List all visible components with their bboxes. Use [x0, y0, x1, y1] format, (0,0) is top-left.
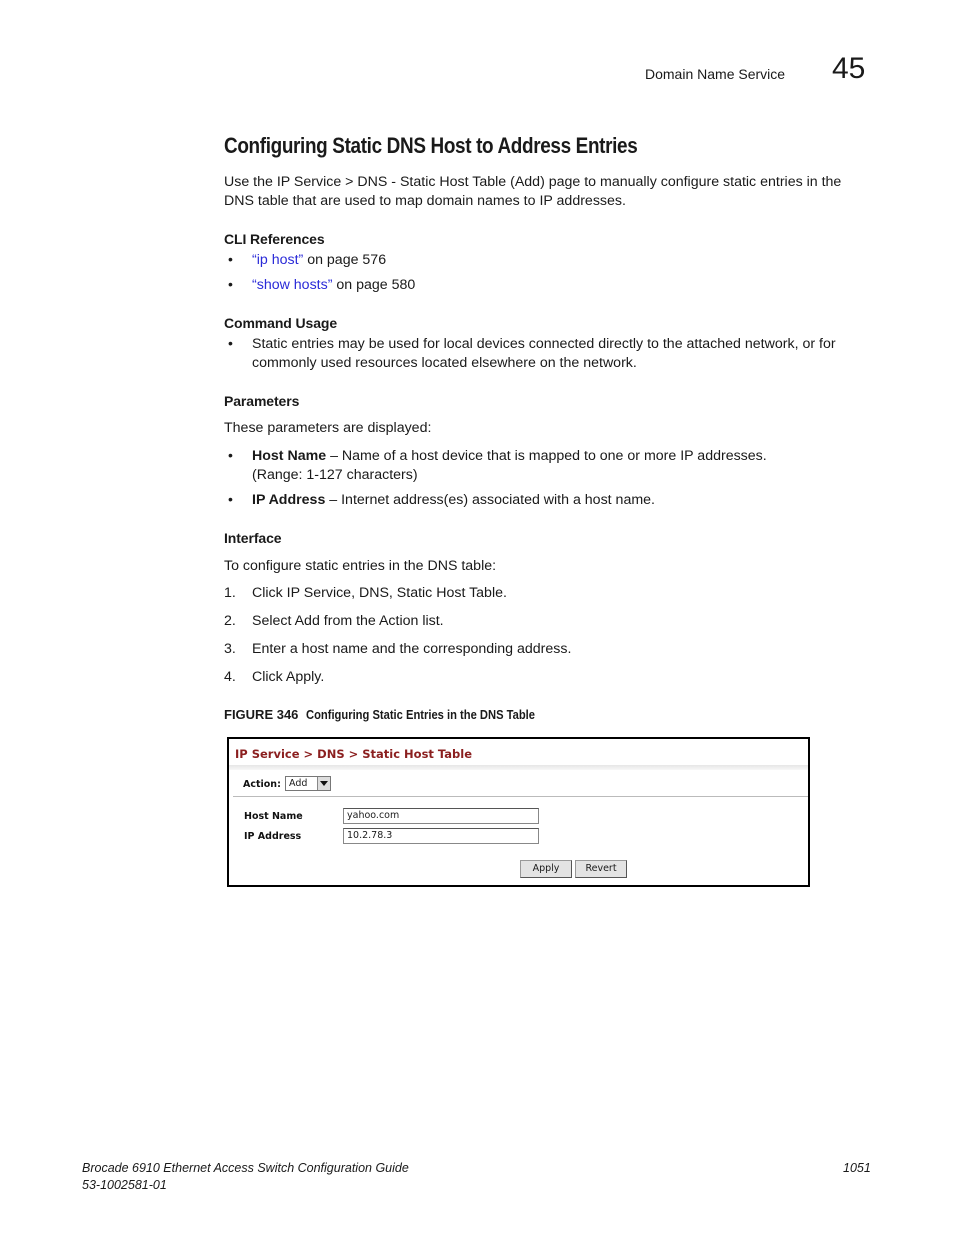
- action-select[interactable]: [285, 776, 331, 791]
- cli-link-ip-host[interactable]: “ip host”: [252, 252, 304, 268]
- bullet-marker: •: [228, 276, 233, 292]
- bullet-marker: •: [228, 491, 233, 507]
- bullet-marker: •: [228, 251, 233, 267]
- parameters-heading: Parameters: [224, 393, 300, 409]
- action-label: Action:: [243, 779, 281, 790]
- form-divider: [233, 796, 808, 797]
- usage-item: Static entries may be used for local devices connected directly to the attached network, or for commonly used resources located elsewhere on the network.: [252, 336, 836, 371]
- figure-title: Configuring Static Entries in the DNS Table: [306, 707, 536, 722]
- parameters-lead: These parameters are displayed:: [224, 420, 432, 436]
- host-name-input[interactable]: yahoo.com: [343, 808, 539, 824]
- header-divider: [229, 765, 808, 770]
- figure-screenshot: [227, 737, 810, 887]
- step-text: Select Add from the Action list.: [252, 613, 444, 629]
- host-name-label: Host Name: [244, 811, 303, 822]
- chevron-down-icon[interactable]: [317, 777, 330, 790]
- chapter-number: 45: [832, 52, 866, 85]
- revert-button[interactable]: Revert: [575, 860, 627, 878]
- cli-reference-item: [252, 251, 872, 270]
- footer-title: Brocade 6910 Ethernet Access Switch Configuration Guide: [82, 1161, 409, 1175]
- figure-label: FIGURE 346: [224, 707, 299, 722]
- cli-link-show-hosts[interactable]: “show hosts”: [252, 277, 333, 293]
- step-number: 2.: [224, 613, 236, 629]
- page-number: 1051: [843, 1161, 871, 1175]
- parameter-term: IP Address: [252, 492, 326, 508]
- parameter-range: (Range: 1-127 characters): [252, 467, 418, 483]
- intro-paragraph: Use the IP Service > DNS - Static Host Table (Add) page to manually configure static entries in the DNS table that are used to map domain names to IP addresses.: [224, 174, 842, 209]
- running-header-section: Domain Name Service: [645, 66, 786, 82]
- cli-references-heading: CLI References: [224, 231, 325, 247]
- parameter-desc: – Internet address(es) associated with a host name.: [325, 492, 655, 508]
- step-number: 1.: [224, 585, 236, 601]
- section-title: Configuring Static DNS Host to Address Entries: [224, 133, 638, 158]
- step-text: Click IP Service, DNS, Static Host Table.: [252, 585, 507, 601]
- parameter-item: [252, 447, 872, 485]
- figure-caption: [224, 707, 573, 722]
- step-text: Enter a host name and the corresponding address.: [252, 641, 572, 657]
- ip-address-label: IP Address: [244, 831, 302, 842]
- command-usage-heading: Command Usage: [224, 315, 338, 331]
- parameter-desc: – Name of a host device that is mapped to one or more IP addresses.: [326, 448, 767, 464]
- step-number: 4.: [224, 669, 236, 685]
- cli-page-ref: on page 576: [303, 252, 387, 268]
- bullet-marker: •: [228, 447, 233, 463]
- cli-reference-item: [252, 276, 872, 295]
- apply-button[interactable]: Apply: [520, 860, 572, 878]
- parameter-item: [252, 491, 872, 510]
- step-text: Click Apply.: [252, 669, 325, 685]
- parameter-term: Host Name: [252, 448, 327, 464]
- bullet-marker: •: [228, 335, 233, 351]
- interface-lead: To configure static entries in the DNS table:: [224, 558, 497, 574]
- step-number: 3.: [224, 641, 236, 657]
- cli-page-ref: on page 580: [332, 277, 416, 293]
- breadcrumb: IP Service > DNS > Static Host Table: [235, 747, 473, 761]
- footer-docnum: 53-1002581-01: [82, 1178, 167, 1192]
- action-select-value: Add: [289, 778, 308, 789]
- ip-address-input[interactable]: 10.2.78.3: [343, 828, 539, 844]
- interface-heading: Interface: [224, 530, 282, 546]
